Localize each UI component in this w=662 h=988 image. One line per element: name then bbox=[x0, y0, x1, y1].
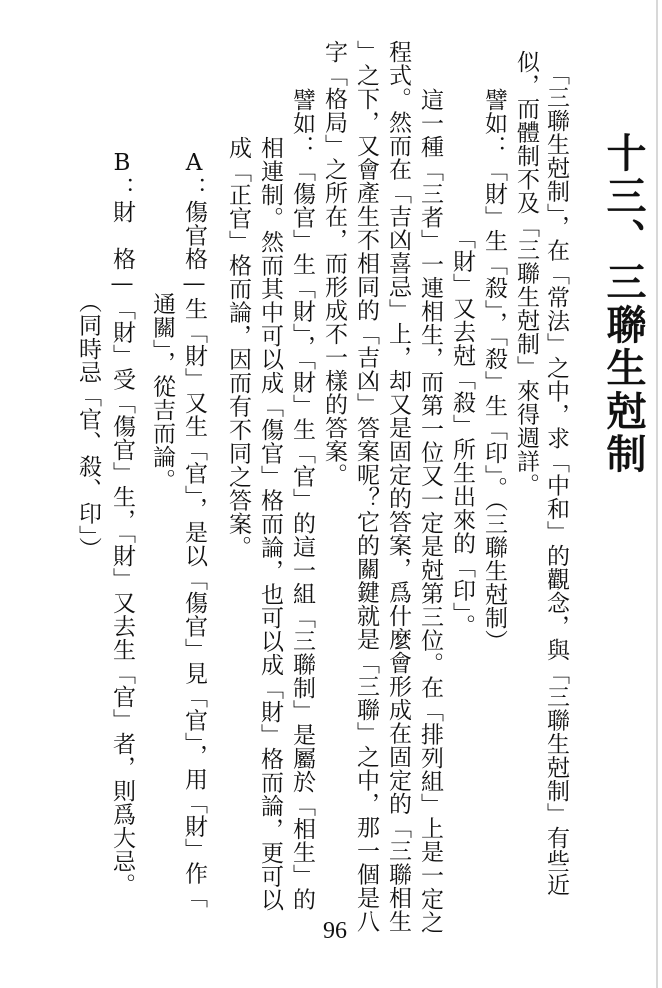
page-edge-shadow bbox=[656, 0, 658, 988]
text-column: 譬如：「財」生「殺」，「殺」生「印」。（三聯生尅制） bbox=[481, 88, 507, 653]
text-column: 」之下，又會產生不相同的「吉凶」答案呢？它的關鍵就是「三聯」之中，那一個是八 bbox=[353, 40, 379, 933]
text-column: 「三聯生尅制」，在「常法」之中，求「中和」的觀念，與「三聯生尅制」有些近 bbox=[543, 62, 569, 897]
text-column: B：財 格—「財」受「傷官」生，「財」又去生「官」者，則爲大忌。 bbox=[109, 150, 135, 897]
text-column: 成「正官」格而論，因而有不同之答案。 bbox=[225, 136, 251, 559]
text-column: 這一種「三者」一連相生，而第一位又一定是尅第三位。在「排列組」上是一定之 bbox=[417, 88, 443, 934]
text-column: （同時忌「官、殺、印」） bbox=[75, 290, 101, 561]
text-column: 相連制。然而其中可以成「傷官」格而論，也可以成「財」格而論，更可以 bbox=[257, 136, 283, 912]
text-column: 字「格局」之所在，而形成不一樣的答案。 bbox=[321, 40, 347, 487]
text-column: 程式。然而在「吉凶喜忌」上，却又是固定的答案，爲什麼會形成在固定的「三聯相生 bbox=[385, 40, 411, 933]
text-column: 譬如：「傷官」生「財」，「財」生「官」的這一組「三聯制」是屬於「相生」的 bbox=[289, 88, 315, 911]
page-number: 96 bbox=[323, 918, 347, 944]
text-column: 似，而體制不及「三聯生尅制」來得週詳。 bbox=[513, 50, 539, 497]
text-column: 通關」，從吉而論。 bbox=[149, 292, 175, 492]
text-column: A：傷官格—生「財」又生「官」，是以「傷官」見「官」，用「財」作「 bbox=[181, 150, 207, 909]
chapter-title: 十三、三聯生尅制 bbox=[600, 132, 646, 476]
text-column: 「財」又去尅「殺」所生出來的「印」。 bbox=[449, 226, 475, 638]
